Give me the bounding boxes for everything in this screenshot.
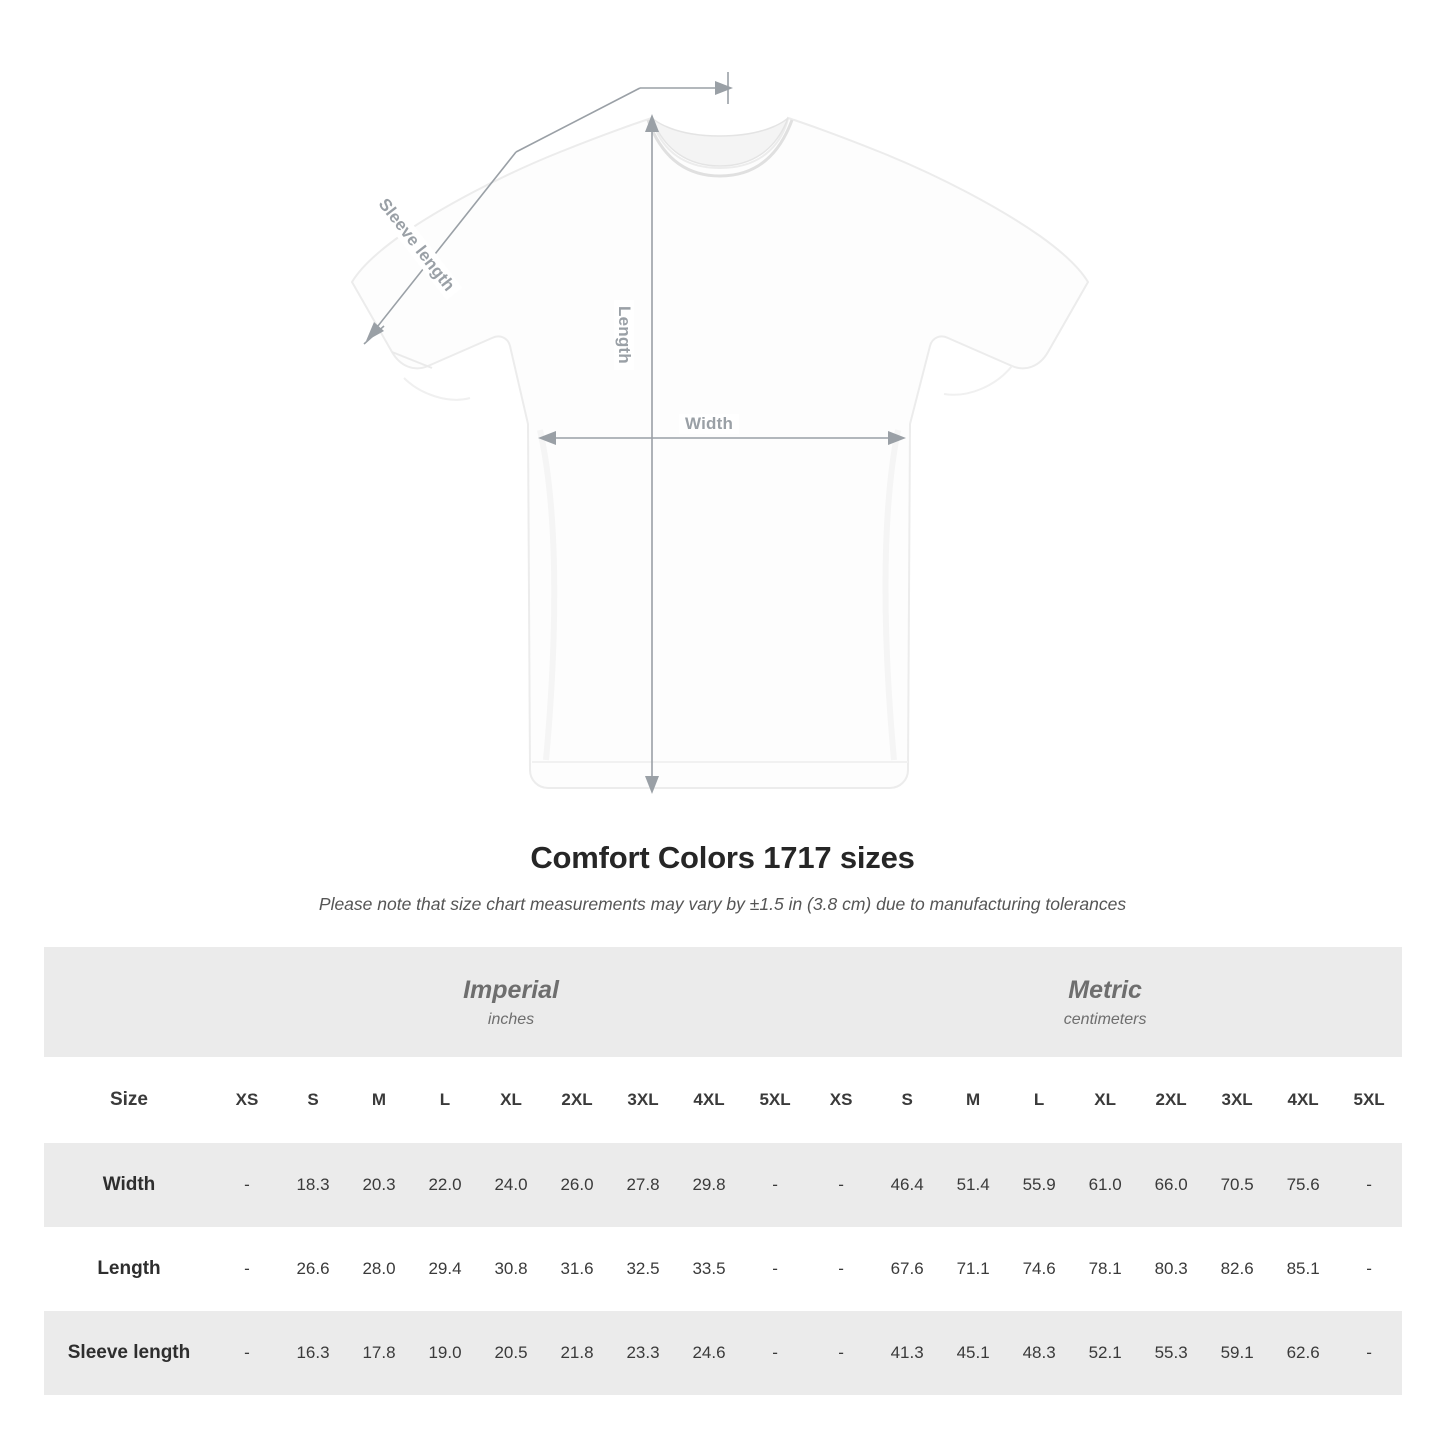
cell-sleeve-imperial-3xl: 23.3 <box>610 1311 676 1395</box>
cell-length-metric-xs: - <box>808 1227 874 1311</box>
cell-sleeve-imperial-m: 17.8 <box>346 1311 412 1395</box>
size-header-imperial-s: S <box>280 1057 346 1143</box>
unit-metric-sub: centimeters <box>1063 1011 1147 1028</box>
size-header-metric-s: S <box>874 1057 940 1143</box>
unit-header-imperial <box>214 947 808 1057</box>
size-header-metric-4xl: 4XL <box>1270 1057 1336 1143</box>
cell-length-metric-s: 67.6 <box>874 1227 940 1311</box>
cell-width-metric-xl: 61.0 <box>1072 1143 1138 1227</box>
unit-header-metric <box>808 947 1402 1057</box>
cell-width-metric-m: 51.4 <box>940 1143 1006 1227</box>
cell-sleeve-imperial-4xl: 24.6 <box>676 1311 742 1395</box>
size-header-imperial-xl: XL <box>478 1057 544 1143</box>
unit-header-spacer <box>44 947 214 1057</box>
cell-length-imperial-5xl: - <box>742 1227 808 1311</box>
size-header-metric-l: L <box>1006 1057 1072 1143</box>
cell-length-imperial-xs: - <box>214 1227 280 1311</box>
cell-sleeve-imperial-xs: - <box>214 1311 280 1395</box>
cell-width-metric-5xl: - <box>1336 1143 1402 1227</box>
cell-sleeve-metric-m: 45.1 <box>940 1311 1006 1395</box>
table-row <box>44 1311 1402 1395</box>
cell-length-metric-5xl: - <box>1336 1227 1402 1311</box>
title-block <box>0 840 1445 915</box>
unit-header-row <box>44 947 1402 1057</box>
row-label-width: Width <box>44 1143 214 1227</box>
cell-width-imperial-xl: 24.0 <box>478 1143 544 1227</box>
size-header-imperial-2xl: 2XL <box>544 1057 610 1143</box>
cell-length-metric-m: 71.1 <box>940 1227 1006 1311</box>
cell-width-metric-2xl: 66.0 <box>1138 1143 1204 1227</box>
cell-width-imperial-l: 22.0 <box>412 1143 478 1227</box>
length-dimension-label: Length <box>614 300 634 370</box>
unit-imperial-name: Imperial <box>463 976 559 1004</box>
size-header-metric-xs: XS <box>808 1057 874 1143</box>
cell-length-metric-3xl: 82.6 <box>1204 1227 1270 1311</box>
cell-length-imperial-s: 26.6 <box>280 1227 346 1311</box>
cell-length-imperial-2xl: 31.6 <box>544 1227 610 1311</box>
cell-length-metric-l: 74.6 <box>1006 1227 1072 1311</box>
size-table-wrapper <box>0 947 1445 1395</box>
size-header-imperial-m: M <box>346 1057 412 1143</box>
size-header-metric-5xl: 5XL <box>1336 1057 1402 1143</box>
cell-length-metric-2xl: 80.3 <box>1138 1227 1204 1311</box>
size-header-metric-m: M <box>940 1057 1006 1143</box>
cell-length-imperial-xl: 30.8 <box>478 1227 544 1311</box>
cell-width-imperial-s: 18.3 <box>280 1143 346 1227</box>
cell-sleeve-imperial-s: 16.3 <box>280 1311 346 1395</box>
cell-length-imperial-4xl: 33.5 <box>676 1227 742 1311</box>
unit-metric-name: Metric <box>1068 976 1142 1004</box>
cell-sleeve-metric-l: 48.3 <box>1006 1311 1072 1395</box>
cell-sleeve-imperial-l: 19.0 <box>412 1311 478 1395</box>
cell-length-metric-4xl: 85.1 <box>1270 1227 1336 1311</box>
cell-length-imperial-3xl: 32.5 <box>610 1227 676 1311</box>
cell-width-imperial-5xl: - <box>742 1143 808 1227</box>
cell-sleeve-metric-xs: - <box>808 1311 874 1395</box>
size-header-row <box>44 1057 1402 1143</box>
table-row <box>44 1227 1402 1311</box>
size-header-metric-2xl: 2XL <box>1138 1057 1204 1143</box>
cell-length-imperial-m: 28.0 <box>346 1227 412 1311</box>
cell-sleeve-imperial-2xl: 21.8 <box>544 1311 610 1395</box>
size-table <box>44 947 1402 1395</box>
page-title: Comfort Colors 1717 sizes <box>530 840 915 875</box>
row-label-sleeve-length: Sleeve length <box>44 1311 214 1395</box>
size-header-metric-3xl: 3XL <box>1204 1057 1270 1143</box>
cell-width-imperial-xs: - <box>214 1143 280 1227</box>
cell-width-metric-s: 46.4 <box>874 1143 940 1227</box>
sleeve-length-dimension-label: Sleeve length <box>370 190 462 300</box>
cell-sleeve-metric-3xl: 59.1 <box>1204 1311 1270 1395</box>
size-header-label: Size <box>44 1057 214 1143</box>
cell-sleeve-metric-2xl: 55.3 <box>1138 1311 1204 1395</box>
unit-imperial-sub: inches <box>487 1011 535 1028</box>
size-header-metric-xl: XL <box>1072 1057 1138 1143</box>
cell-width-imperial-4xl: 29.8 <box>676 1143 742 1227</box>
cell-width-imperial-2xl: 26.0 <box>544 1143 610 1227</box>
width-dimension-label: Width <box>679 414 739 434</box>
cell-width-metric-l: 55.9 <box>1006 1143 1072 1227</box>
cell-sleeve-metric-4xl: 62.6 <box>1270 1311 1336 1395</box>
cell-sleeve-metric-5xl: - <box>1336 1311 1402 1395</box>
cell-width-imperial-3xl: 27.8 <box>610 1143 676 1227</box>
tolerance-note: Please note that size chart measurements may vary by ±1.5 in (3.8 cm) due to manufacturing tolerances <box>318 894 1127 914</box>
size-header-imperial-l: L <box>412 1057 478 1143</box>
size-header-imperial-3xl: 3XL <box>610 1057 676 1143</box>
cell-length-imperial-l: 29.4 <box>412 1227 478 1311</box>
size-header-imperial-4xl: 4XL <box>676 1057 742 1143</box>
cell-width-imperial-m: 20.3 <box>346 1143 412 1227</box>
cell-sleeve-metric-s: 41.3 <box>874 1311 940 1395</box>
size-header-imperial-xs: XS <box>214 1057 280 1143</box>
cell-sleeve-imperial-xl: 20.5 <box>478 1311 544 1395</box>
table-row <box>44 1143 1402 1227</box>
cell-width-metric-4xl: 75.6 <box>1270 1143 1336 1227</box>
cell-sleeve-imperial-5xl: - <box>742 1311 808 1395</box>
row-label-length: Length <box>44 1227 214 1311</box>
cell-width-metric-3xl: 70.5 <box>1204 1143 1270 1227</box>
size-header-imperial-5xl: 5XL <box>742 1057 808 1143</box>
cell-length-metric-xl: 78.1 <box>1072 1227 1138 1311</box>
cell-sleeve-metric-xl: 52.1 <box>1072 1311 1138 1395</box>
cell-width-metric-xs: - <box>808 1143 874 1227</box>
